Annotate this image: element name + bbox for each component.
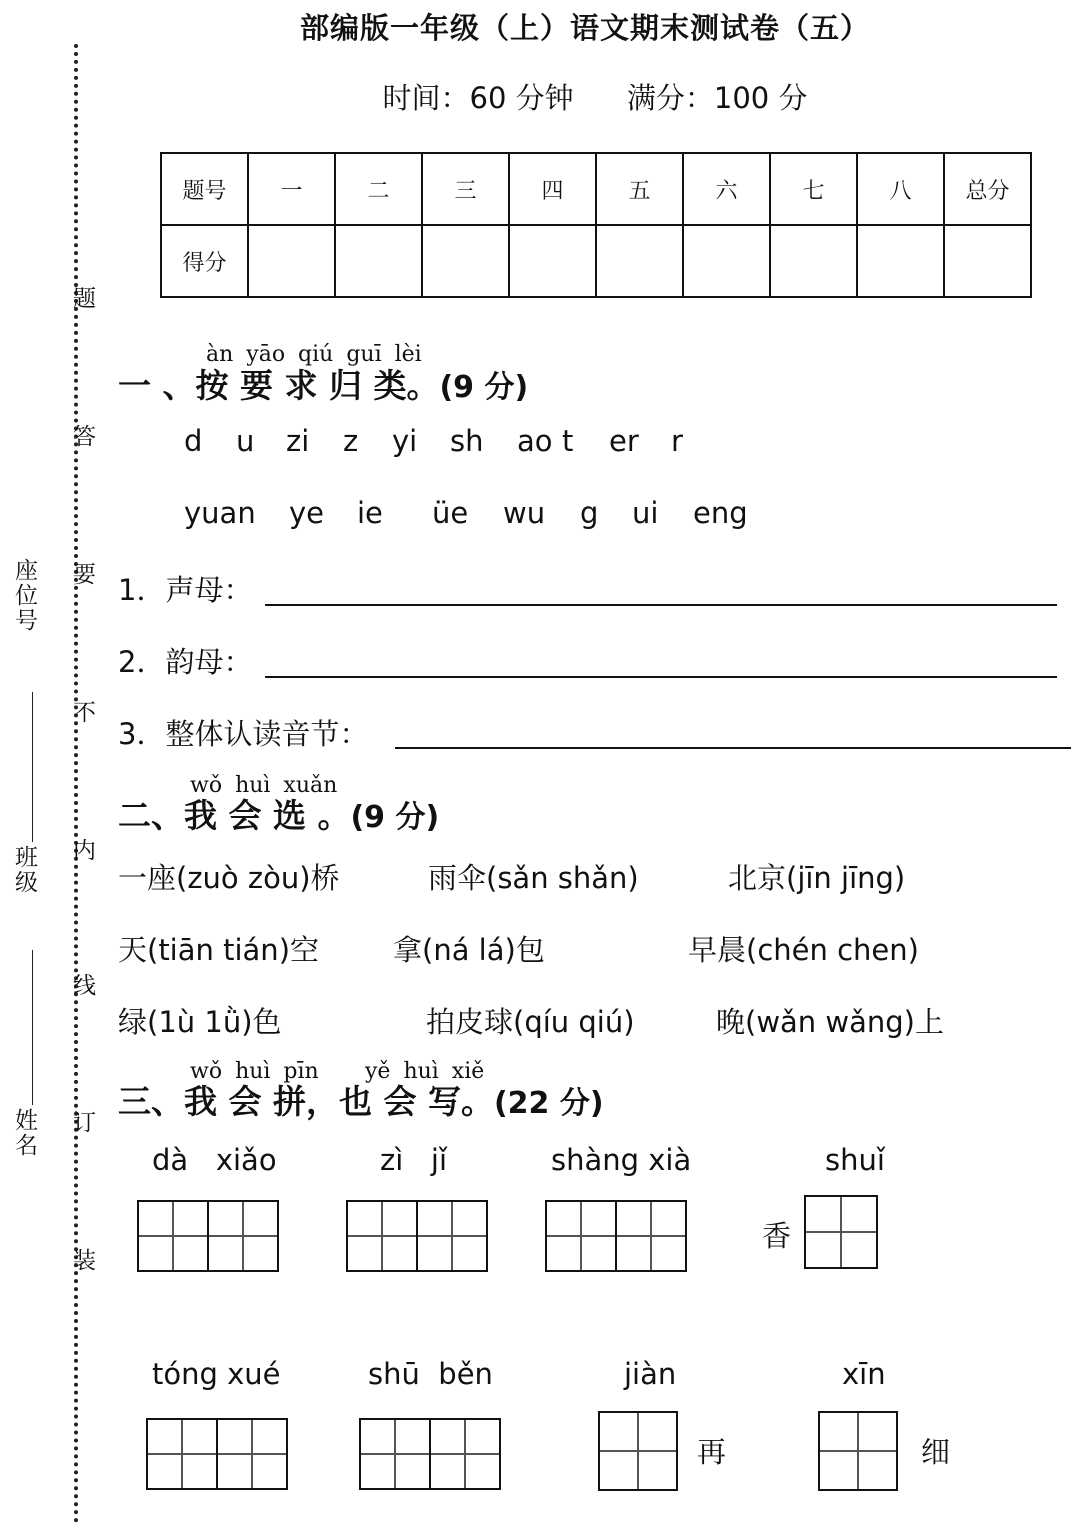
section3-heading <box>118 1076 604 1123</box>
choice-item[interactable]: 一座(zuò zòu)桥 <box>118 861 340 895</box>
choice-item[interactable]: 拿(ná lá)包 <box>393 933 545 967</box>
pinyin-prompt: shàng xià <box>551 1143 692 1177</box>
score-cell[interactable] <box>335 225 422 297</box>
exam-info <box>0 76 1080 117</box>
score-cell[interactable] <box>770 225 857 297</box>
tianzi-cell[interactable] <box>416 1200 488 1272</box>
given-character: 香 <box>762 1219 792 1253</box>
letter-item: ie <box>357 496 383 530</box>
given-character: 再 <box>697 1435 727 1469</box>
q3-answer-line[interactable] <box>395 747 1071 749</box>
section2-heading <box>118 790 439 837</box>
section1-title: 一 、按 要 求 归 类。 <box>118 366 440 405</box>
choice-item[interactable]: 绿(1ù 1ǜ)色 <box>118 1005 282 1039</box>
letter-item: wu <box>503 496 546 530</box>
score-cell[interactable] <box>422 225 509 297</box>
page-title: 部编版一年级（上）语文期末测试卷（五） <box>299 11 870 45</box>
binding-char: 订 <box>69 1110 95 1135</box>
score-cell[interactable] <box>683 225 770 297</box>
letter-item: zi <box>286 424 310 458</box>
writing-grid <box>359 1418 503 1490</box>
letter-item: er <box>609 424 639 458</box>
tianzi-cell[interactable] <box>804 1195 878 1269</box>
score-table-header-cell: 二 <box>335 153 422 225</box>
tianzi-cell[interactable] <box>359 1418 431 1490</box>
seat-number-label: 座位号 <box>11 558 37 633</box>
score-table-header-cell: 一 <box>248 153 335 225</box>
score-table-header-cell: 六 <box>683 153 770 225</box>
score-table <box>160 152 1032 298</box>
binding-char: 要 <box>69 562 95 587</box>
writing-grid <box>545 1200 689 1272</box>
letter-item: u <box>236 424 255 458</box>
q2-finals-label: 2．韵母： <box>118 645 253 679</box>
given-character: 细 <box>921 1435 951 1469</box>
tianzi-cell[interactable] <box>346 1200 418 1272</box>
class-field-blank[interactable] <box>32 692 33 842</box>
binding-char: 答 <box>69 424 95 449</box>
tianzi-cell[interactable] <box>429 1418 501 1490</box>
score-table-header-cell: 题号 <box>161 153 248 225</box>
choice-item[interactable]: 晚(wǎn wǎng)上 <box>716 1005 944 1039</box>
section3-title: 三、我 会 拼，也 会 写。 <box>118 1082 494 1121</box>
choice-item[interactable]: 拍皮球(qíu qiú) <box>426 1005 635 1039</box>
letter-item: üe <box>432 496 469 530</box>
binding-char: 题 <box>69 286 95 311</box>
binding-dotted-line <box>74 44 78 1524</box>
q1-initials-label: 1．声母： <box>118 573 253 607</box>
writing-grid <box>598 1411 678 1483</box>
section3-pinyin-b: yě huì xiě <box>365 1059 485 1084</box>
score-table-header-cell: 八 <box>857 153 944 225</box>
section1-points: (9 分) <box>439 370 529 405</box>
pinyin-prompt: shū běn <box>368 1357 493 1391</box>
section3-points: (22 分) <box>493 1086 604 1121</box>
choice-item[interactable]: 天(tiān tián)空 <box>118 933 320 967</box>
letter-item: z <box>343 424 359 458</box>
score-table-score-row <box>161 225 1031 297</box>
binding-char: 线 <box>69 973 95 998</box>
letter-item: ui <box>632 496 659 530</box>
pinyin-prompt: zì jǐ <box>380 1143 448 1177</box>
name-field-blank[interactable] <box>32 950 33 1105</box>
score-table-header-cell: 五 <box>596 153 683 225</box>
tianzi-cell[interactable] <box>137 1200 209 1272</box>
binding-char: 装 <box>69 1248 95 1273</box>
section1-heading <box>118 360 528 407</box>
tianzi-cell[interactable] <box>598 1411 678 1491</box>
tianzi-cell[interactable] <box>207 1200 279 1272</box>
choice-item[interactable]: 北京(jīn jīng) <box>728 861 906 895</box>
q2-answer-line[interactable] <box>265 676 1057 678</box>
name-field-label: 姓名 <box>11 1108 37 1158</box>
writing-grid <box>146 1418 290 1490</box>
score-table-header-cell: 三 <box>422 153 509 225</box>
score-table-header-cell: 四 <box>509 153 596 225</box>
binding-char: 不 <box>69 700 95 725</box>
writing-grid <box>137 1200 281 1272</box>
pinyin-prompt: shuǐ <box>825 1143 885 1177</box>
score-cell[interactable] <box>944 225 1031 297</box>
writing-grid <box>818 1411 898 1483</box>
pinyin-prompt: jiàn <box>624 1357 677 1391</box>
class-field-label: 班级 <box>11 845 37 895</box>
choice-item[interactable]: 雨伞(sǎn shǎn) <box>428 861 639 895</box>
tianzi-cell[interactable] <box>615 1200 687 1272</box>
letter-item: r <box>671 424 683 458</box>
exam-time: 时间：60 分钟 <box>382 81 574 115</box>
section2-pinyin: wǒ huì xuǎn <box>190 773 338 798</box>
score-cell[interactable] <box>509 225 596 297</box>
exam-full-score: 满分：100 分 <box>626 81 808 115</box>
binding-char: 内 <box>69 838 95 863</box>
score-cell[interactable] <box>248 225 335 297</box>
tianzi-cell[interactable] <box>545 1200 617 1272</box>
score-cell[interactable] <box>596 225 683 297</box>
q1-answer-line[interactable] <box>265 604 1057 606</box>
score-table-header-cell: 总分 <box>944 153 1031 225</box>
letter-item: d <box>184 424 203 458</box>
letter-item: yi <box>392 424 418 458</box>
letter-item: g <box>580 496 599 530</box>
score-table-row-label: 得分 <box>161 225 248 297</box>
tianzi-cell[interactable] <box>818 1411 898 1491</box>
score-cell[interactable] <box>857 225 944 297</box>
pinyin-prompt: xīn <box>842 1357 886 1391</box>
score-table-header-row <box>161 153 1031 225</box>
letter-item: t <box>562 424 574 458</box>
score-table-header-cell: 七 <box>770 153 857 225</box>
letter-item: eng <box>693 496 748 530</box>
letter-item: yuan <box>184 496 256 530</box>
writing-grid <box>346 1200 490 1272</box>
pinyin-prompt: dà xiǎo <box>152 1143 277 1177</box>
pinyin-prompt: tóng xué <box>152 1357 281 1391</box>
section2-points: (9 分) <box>350 800 440 835</box>
writing-grid <box>804 1195 878 1267</box>
tianzi-cell[interactable] <box>146 1418 218 1490</box>
q3-syllables-label: 3．整体认读音节： <box>118 717 369 751</box>
tianzi-cell[interactable] <box>216 1418 288 1490</box>
section1-pinyin: àn yāo qiú guī lèi <box>206 342 422 367</box>
section3-pinyin-a: wǒ huì pīn <box>190 1059 319 1084</box>
letter-item: sh <box>450 424 484 458</box>
section2-title: 二、我 会 选 。 <box>118 796 351 835</box>
letter-item: ao <box>517 424 553 458</box>
choice-item[interactable]: 早晨(chén chen) <box>688 933 919 967</box>
letter-item: ye <box>289 496 325 530</box>
